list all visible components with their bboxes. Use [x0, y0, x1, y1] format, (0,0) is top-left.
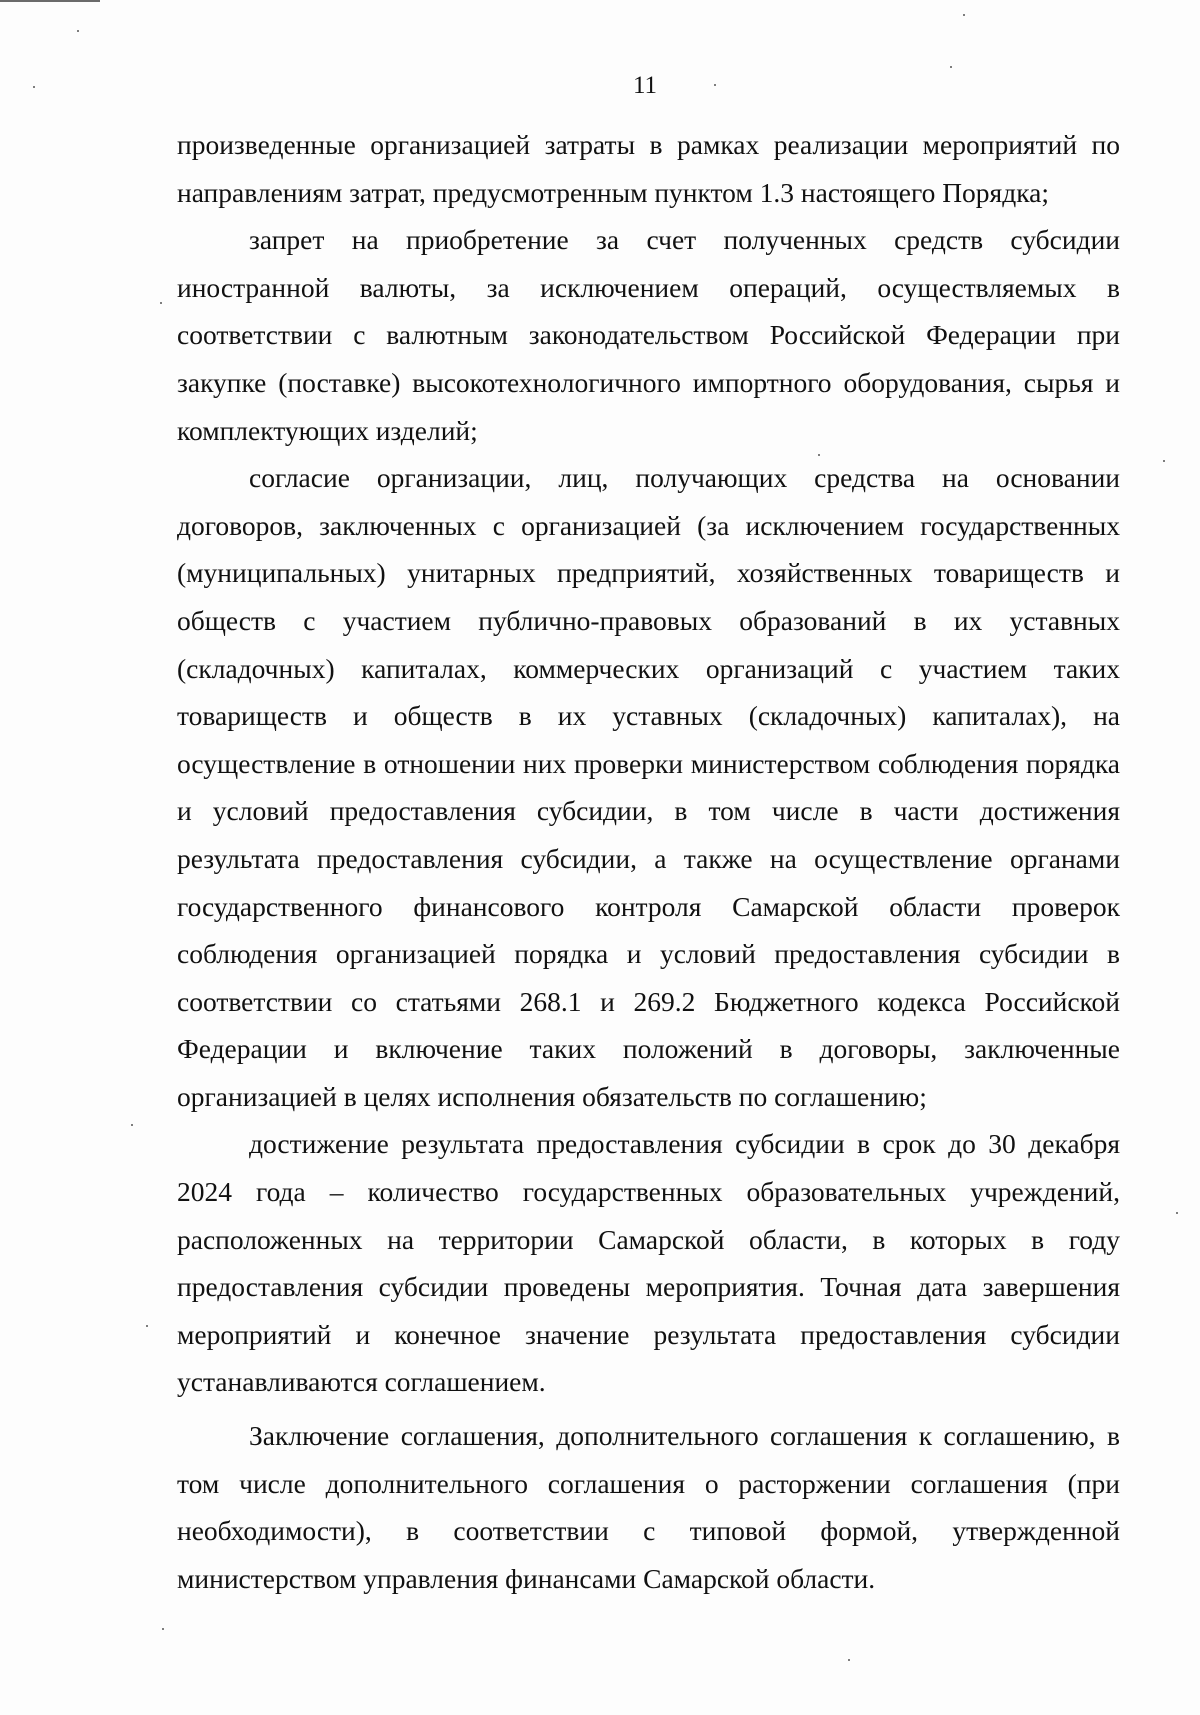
document-body [177, 121, 1120, 1602]
scan-speck [1163, 460, 1165, 462]
scan-edge-mark [0, 0, 100, 2]
scan-speck [33, 86, 35, 88]
scan-speck [714, 84, 716, 86]
scan-speck [131, 1124, 133, 1126]
scan-speck [77, 30, 79, 32]
scan-speck [162, 1628, 164, 1630]
scan-speck [160, 302, 162, 304]
scan-speck [818, 454, 820, 456]
scan-speck [1176, 1212, 1178, 1214]
paragraph-agreement-conclusion: Заключение соглашения, дополнительного соглашения к соглашению, в том числе дополнительного соглашения о расторжении соглашения (при необходимости), в соответствии с типовой формой, утвержденной министерством управления финансами Самарской области. [177, 1420, 1120, 1594]
page-number: 11 [632, 72, 658, 99]
scan-speck [963, 14, 965, 16]
scan-speck [950, 66, 952, 68]
scan-speck [146, 1325, 148, 1327]
paragraph-continuation: произведенные организацией затраты в рамках реализации мероприятий по направлениям затрат, предусмотренным пунктом 1.3 настоящего Порядка; [177, 129, 1120, 208]
paragraph-inspection-consent: согласие организации, лиц, получающих средства на основании договоров, заключенных с организацией (за исключением государственных (муниципальных) унитарных предприятий, хозяйственных товариществ и обществ с участием публично-правовых образований в их уставных (складочных) капиталах, коммерческих организаций с участием таких товариществ и обществ в их уставных (складочных) капиталах), на осуществление в отношении них проверки министерством соблюдения порядка и условий предоставления субсидии, в том числе в части достижения результата предоставления субсидии, а также на осуществление органами государственного финансового контроля Самарской области проверок соблюдения организацией порядка и условий предоставления субсидии в соответствии со статьями 268.1 и 269.2 Бюджетного кодекса Российской Федерации и включение таких положений в договоры, заключенные организацией в целях исполнения обязательств по соглашению; [177, 462, 1120, 1112]
scan-speck [848, 1659, 850, 1661]
paragraph-result-achievement: достижение результата предоставления субсидии в срок до 30 декабря 2024 года – количество государственных образовательных учреждений, расположенных на территории Самарской области, в которых в году предоставления субсидии проведены мероприятия. Точная дата завершения мероприятий и конечное значение результата предоставления субсидии устанавливаются соглашением. [177, 1128, 1120, 1398]
paragraph-currency-ban: запрет на приобретение за счет полученных средств субсидии иностранной валюты, за исключением операций, осуществляемых в соответствии с валютным законодательством Российской Федерации при закупке (поставке) высокотехнологичного импортного оборудования, сырья и комплектующих изделий; [177, 224, 1120, 446]
